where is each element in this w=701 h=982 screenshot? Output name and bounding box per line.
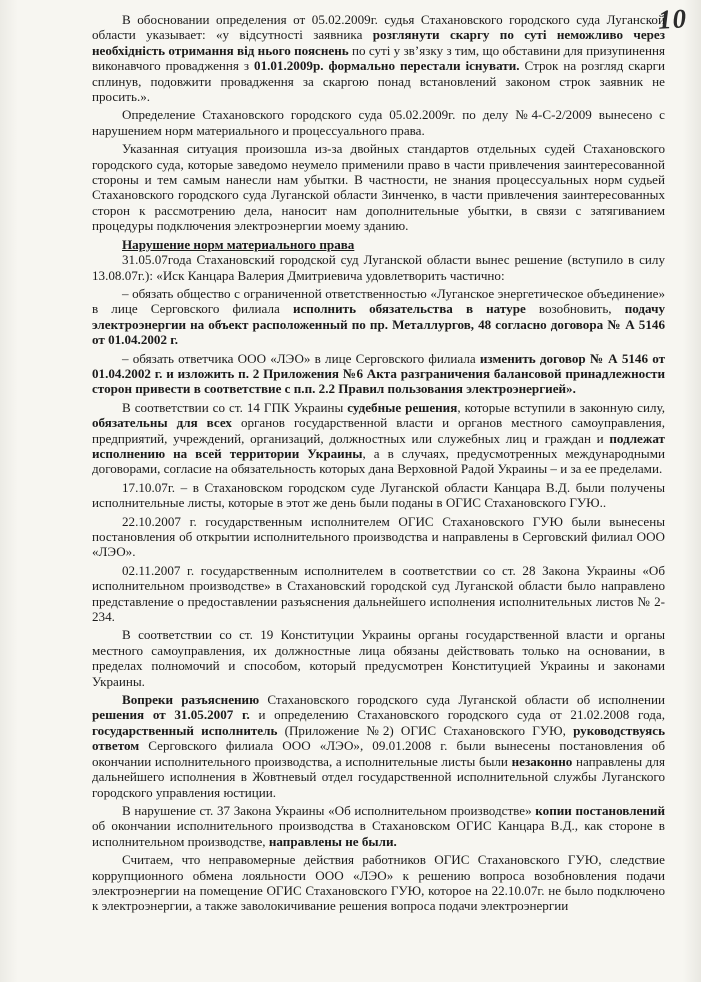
bold-text-run: незаконно [511,753,573,769]
text-run: В соответствии со ст. 14 ГПК Украины [122,399,348,415]
text-run: Серговского филиала ООО «ЛЭО», 09.01.2008 г. были вынесены постановления об окончании исполнительного производства, а исполнительные листы были [92,738,665,769]
text-run: 02.11.2007 г. государственным исполнителем в соответствии со ст. 28 Закона Украины «Об исполнительном производстве» в Стахановский городской суд Луганской области было направлено представление о предоставлении разъяснения дальнейшего исполнения исполнительных листов № 2-234. [92,562,665,625]
bold-text-run: государственный исполнитель [92,722,278,738]
bold-text-run: судебные решения [347,399,458,415]
paragraph [92,351,665,397]
text-run: Указанная ситуация произошла из-за двойных стандартов отдельных судей Стахановского городского суда, которые заведомо неумело применили право в части привлечения заинтересованной стороны и тем самым нанесли нам убытки. В частности, не знания процессуальных норм судьей Стахановского городского суда Луганской области Зинченко, в части привлечения заинтересованных сторон к рассмотрению дела, наносит нам дополнительные убытки, в связи с затягиванием процедуры подключения электроэнергии моему зданию. [92,141,665,234]
bold-text-run: Нарушение норм материального права [122,236,355,252]
text-run: – обязать ответчика ООО «ЛЭО» в лице Серговского филиала [122,350,480,366]
text-run: Считаем, что неправомерные действия работников ОГИС Стахановского ГУЮ, следствие коррупционного обмена лояльности ООО «ЛЭО» к решению вопроса возобновления подачи электроэнергии на помещение ОГИС Стахановского ГУЮ, которое на 22.10.07г. не было подключено к электроэнергии, а также заволокичивание решения вопроса подачи электроэнергии [92,852,665,914]
bold-text-run: решения от 31.05.2007 г. [92,707,250,723]
bold-text-run: 01.01.2009р. формально перестали існувати. [254,58,520,74]
paragraph [92,514,665,560]
section-heading [92,237,665,252]
paragraph [92,107,665,138]
paragraph [92,563,665,625]
text-run: , которые вступили в законную силу, [457,399,665,415]
paragraph [92,286,665,348]
bold-text-run: Вопреки разъяснению [122,692,260,708]
paragraph [92,803,665,849]
paragraph [92,852,665,914]
text-run: , а в случаях, предусмотренных международными договорами, согласие на обязательность которых дана Верховной Радой Украины – и за ее пределами. [92,445,666,477]
text-run: 31.05.07года Стахановский городской суд Луганской области вынес решение (вступило в силу 13.08.07г.): «Иск Канцара Валерия Дмитриевича удовлетворить частично: [92,252,665,283]
text-run: В обосновании определения от 05.02.2009г. судья Стахановского городского суда Луганской области указывает: «у відсутності заявника [92,12,665,43]
bold-text-run: исполнить обязательства в натуре [292,301,526,317]
paragraph [92,252,665,283]
paragraph [92,12,665,104]
text-run: 22.10.2007 г. государственным исполнителем ОГИС Стахановского ГУЮ были вынесены постановления об открытии исполнительного производства и направлены в Серговский филиал ООО «ЛЭО». [92,513,665,560]
text-run: Определение Стахановского городского суда 05.02.2009г. по делу №4-С-2/2009 вынесено с нарушением норм материального и процессуального права. [92,107,665,138]
bold-text-run: подлежат исполнению на всей территории Украины [92,430,665,461]
text-run: (Приложение №2) ОГИС Стахановского ГУЮ, [277,722,574,738]
bold-text-run: розглянути скаргу по суті неможливо через необхідність отримання від нього пояснень [92,27,665,58]
text-run: – обязать общество с ограниченной ответственностью «Луганское энергетическое объединение» в лице Серговского филиала [92,285,665,317]
bold-text-run: руководствуясь ответом [92,722,665,754]
text-run: В соответствии со ст. 19 Конституции Украины органы государственной власти и органы местного самоуправления, их должностные лица обязаны действовать только на основании, в пределах полномочий и способом, который предусмотрен Конституцией Украины и законами Украины. [92,627,665,689]
paragraph [92,692,665,800]
text-run: по суті у зв’язку з тим, що обставини для призупинення виконавчого провадження з [92,42,665,74]
text-run: Строк на розгляд скарги сплинув, подовжити провадження за скаргою понад встановлений законом строк заявник не просить.». [92,58,665,105]
page-number: 10 [657,3,688,35]
text-run: возобновить, [525,301,625,317]
bold-text-run: направлены не были. [268,833,397,849]
paragraph [92,141,665,233]
paragraph [92,480,665,511]
text-run: направлены для дальнейшего исполнения в Жовтневый отдел государственной исполнительной службы Луганского городского управления юстиции. [92,753,665,800]
bold-text-run: подачу электроэнергии на объект расположенный по пр. Металлургов, 48 согласно договора № А 5146 от 01.04.2002 г. [92,301,665,348]
text-run: Стахановского городского суда Луганской области об исполнении [259,692,665,708]
document-body [92,12,665,917]
bold-text-run: изменить договор № А 5146 от 01.04.2002 г. и изложить п. 2 Приложения №6 Акта разграничения балансовой принадлежности сторон привести в соответствие с п.п. 2.2 Правил пользования электроэнергией». [92,350,666,397]
text-run: 17.10.07г. – в Стахановском городском суде Луганской области Канцара В.Д. были получены исполнительные листы, которые в этот же день были поданы в ОГИС Стахановского ГУЮ.. [92,479,665,511]
paragraph [92,627,665,689]
text-run: и определению Стахановского городского суда от 21.02.2008 года, [249,707,665,723]
text-run: органов государственной власти и органов местного самоуправления, предприятий, учреждений, организаций, должностных или служебных лиц и граждан и [92,415,665,446]
paragraph [92,400,665,477]
text-run: В нарушение ст. 37 Закона Украины «Об исполнительном производстве» [122,802,536,818]
bold-text-run: обязательны для всех [92,415,232,431]
text-run: об окончании исполнительного производства в Стахановском ОГИС Канцара В.Д., как стороне в исполнительном производстве, [92,818,665,849]
bold-text-run: копии постановлений [535,802,665,818]
